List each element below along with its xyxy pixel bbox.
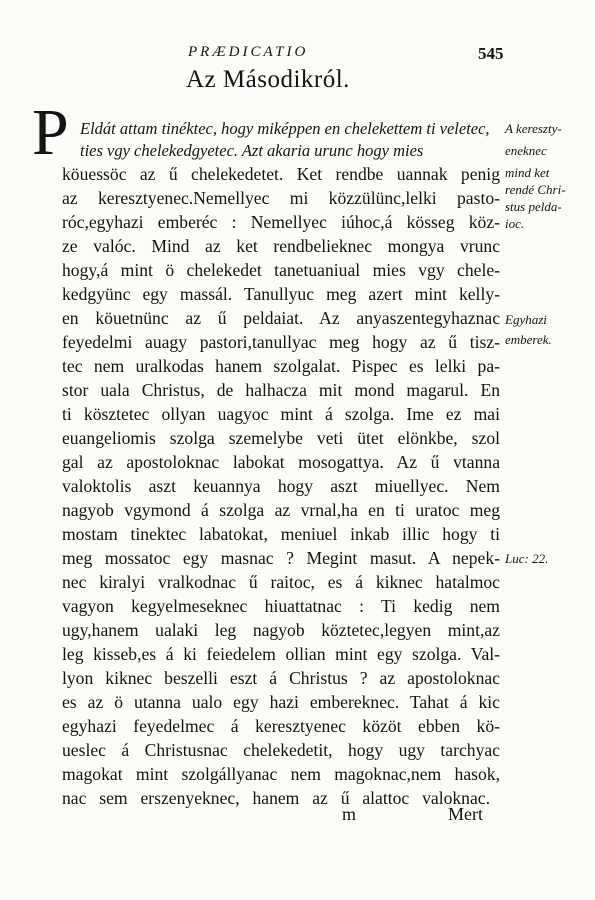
text-line: tec nem uralkodas hanem szolgalat. Pispec es lelki pa- [62,356,500,376]
text-line: hogy,á mint ö chelekedet tanetuaniual mies vgy chele- [62,260,500,280]
text-line: en köuetnünc az ű peldaiat. Az anyaszentegyhaznac [62,308,500,328]
text-line: stor uala Christus, de halhacza mit mond magarul. En [62,380,500,400]
text-line: kedgyünc egy massál. Tanullyuc meg azert mint kelly- [62,284,500,304]
text-line: nagyob vgymond á szolga az vrnal,ha en ti uratoc meg [62,500,500,520]
text-line: euangeliomis szolga szemelybe veti ütet elönkbe, szol [62,428,500,448]
text-line: lyon kiknec beszelli eszt á Christus ? az apostoloknac [62,668,500,688]
margin-note: stus pelda- [505,199,562,214]
section-title: Az Másodikról. [186,66,350,93]
text-line: magokat mint szolgállyanac nem magoknac,nem hasok, [62,764,500,784]
text-line: meg mossatoc egy masnac ? Megint masut. A nepek- [62,548,500,568]
text-line: ti kösztetec ollyan uagyoc mint á szolga. Ime ez mai [62,404,500,424]
signature-mark: m [342,804,357,824]
text-line: leg kisseb,es á ki feiedelem ollian mint egy szolga. Val- [62,644,500,664]
margin-note: A kereszty- [505,121,562,136]
text-line: Eldát attam tinéktec, hogy miképpen en chelekettem ti veletec, [80,119,490,138]
text-line: ties vgy chelekedgyetec. Azt akaria urunc hogy mies [80,141,424,160]
text-line: nec kiralyi vralkodnac ű raitoc, es á kiknec hatalmoc [62,572,500,592]
drop-cap: P [32,96,69,169]
text-line: feyedelmi auagy pastori,tanullyac meg hogy az ű tisz- [62,332,500,352]
text-line: ugy,hanem ualaki leg nagyob köztetec,legyen mint,az [62,620,500,640]
page-number: 545 [478,44,504,63]
margin-note: Egyhazi [505,312,547,327]
margin-note: Luc: 22. [505,551,549,566]
text-line: egyhazi feyedelmec á keresztyenec közöt ebben kö- [62,716,500,736]
text-line: nac sem erszenyeknec, hanem az ű alattoc valoknac. [62,788,490,808]
margin-note: rendé Chri- [505,182,566,197]
text-line: ze valóc. Mind az ket rendbelieknec mongya vrunc [62,236,500,256]
text-line: ueslec á Christusnac chelekedetit, hogy ugy tarchyac [62,740,500,760]
text-line: valoktolis aszt keuannya hogy aszt miuellyec. Nem [62,476,500,496]
text-line: az keresztyenec.Nemellyec mi közzülünc,lelki pasto- [62,188,500,208]
margin-note: mind ket [505,165,550,180]
text-line: róc,egyhazi emberéc : Nemellyec iúhoc,á kösseg köz- [62,212,500,232]
text-line: köuessöc az ű chelekedetet. Ket rendbe uannak penig [62,164,500,184]
margin-note: eneknec [505,143,547,158]
margin-note: ioc. [505,216,525,231]
text-line: mostam tinektec labatokat, meniuel inkab illic hogy ti [62,524,500,544]
text-line: vagyon kegyelmeseknec hiuattatnac : Ti kedig nem [62,596,500,616]
running-head: PRÆDICATIO [188,44,309,60]
catchword: Mert [448,804,483,824]
text-line: es az ö utanna ualo egy hazi embereknec. Tahat á kic [62,692,500,712]
text-line: gal az apostoloknac labokat mosogattya. Az ű vtanna [62,452,500,472]
margin-note: emberek. [505,332,552,347]
